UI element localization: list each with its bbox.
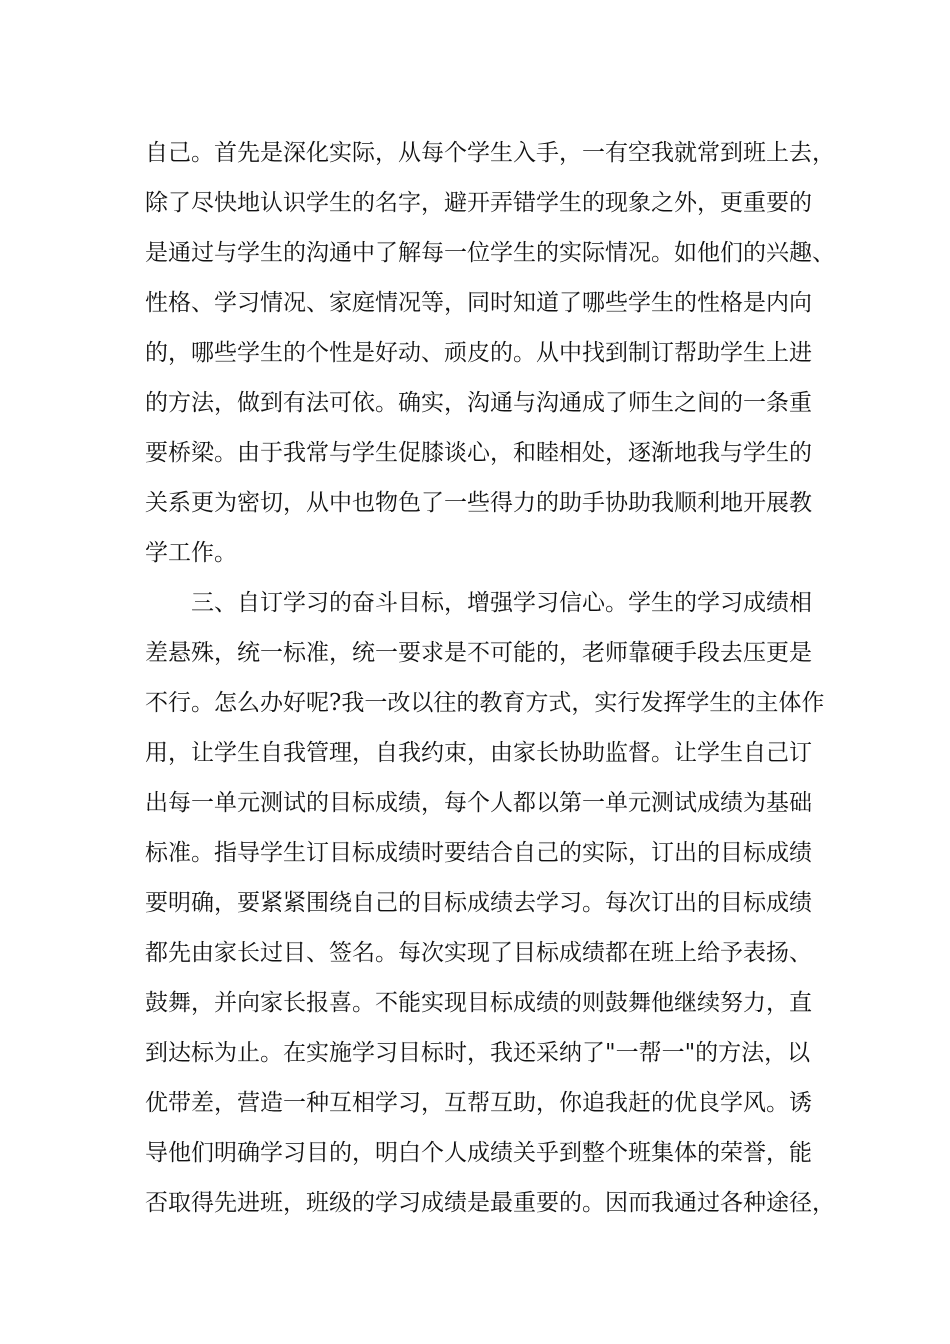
- text-line: 自己。首先是深化实际，从每个学生入手，一有空我就常到班上去，: [145, 140, 835, 166]
- text-line: 是通过与学生的沟通中了解每一位学生的实际情况。如他们的兴趣、: [145, 240, 835, 266]
- text-line: 用，让学生自我管理，自我约束，由家长协助监督。让学生自己订: [145, 740, 812, 766]
- text-line: 到达标为止。在实施学习目标时，我还采纳了"一帮一"的方法，以: [145, 1040, 811, 1066]
- text-line: 的，哪些学生的个性是好动、顽皮的。从中找到制订帮助学生上进: [145, 340, 812, 366]
- text-line: 出每一单元测试的目标成绩，每个人都以第一单元测试成绩为基础: [145, 790, 812, 816]
- text-line: 导他们明确学习目的，明白个人成绩关乎到整个班集体的荣誉，能: [145, 1140, 812, 1166]
- text-line: 要明确，要紧紧围绕自己的目标成绩去学习。每次订出的目标成绩: [145, 890, 812, 916]
- text-line: 除了尽快地认识学生的名字，避开弄错学生的现象之外，更重要的: [145, 190, 812, 216]
- text-line: 都先由家长过目、签名。每次实现了目标成绩都在班上给予表扬、: [145, 940, 812, 966]
- text-line: 性格、学习情况、家庭情况等，同时知道了哪些学生的性格是内向: [145, 290, 812, 316]
- text-line: 标准。指导学生订目标成绩时要结合自己的实际，订出的目标成绩: [145, 840, 812, 866]
- text-line: 否取得先进班，班级的学习成绩是最重要的。因而我通过各种途径，: [145, 1190, 835, 1216]
- text-line: 不行。怎么办好呢?我一改以往的教育方式，实行发挥学生的主体作: [145, 690, 825, 716]
- text-line: 差悬殊，统一标准，统一要求是不可能的，老师靠硬手段去压更是: [145, 640, 812, 666]
- text-line: 的方法，做到有法可依。确实，沟通与沟通成了师生之间的一条重: [145, 390, 812, 416]
- text-line: 要桥梁。由于我常与学生促膝谈心，和睦相处，逐渐地我与学生的: [145, 440, 812, 466]
- text-line: 关系更为密切，从中也物色了一些得力的助手协助我顺利地开展教: [145, 490, 812, 516]
- text-line: 优带差，营造一种互相学习，互帮互助，你追我赶的优良学风。诱: [145, 1090, 812, 1116]
- text-line: 学工作。: [145, 540, 237, 566]
- text-line: 鼓舞，并向家长报喜。不能实现目标成绩的则鼓舞他继续努力，直: [145, 990, 812, 1016]
- body-text: [145, 128, 835, 1228]
- paragraph-start-line: 三、自订学习的奋斗目标，增强学习信心。学生的学习成绩相: [191, 590, 812, 616]
